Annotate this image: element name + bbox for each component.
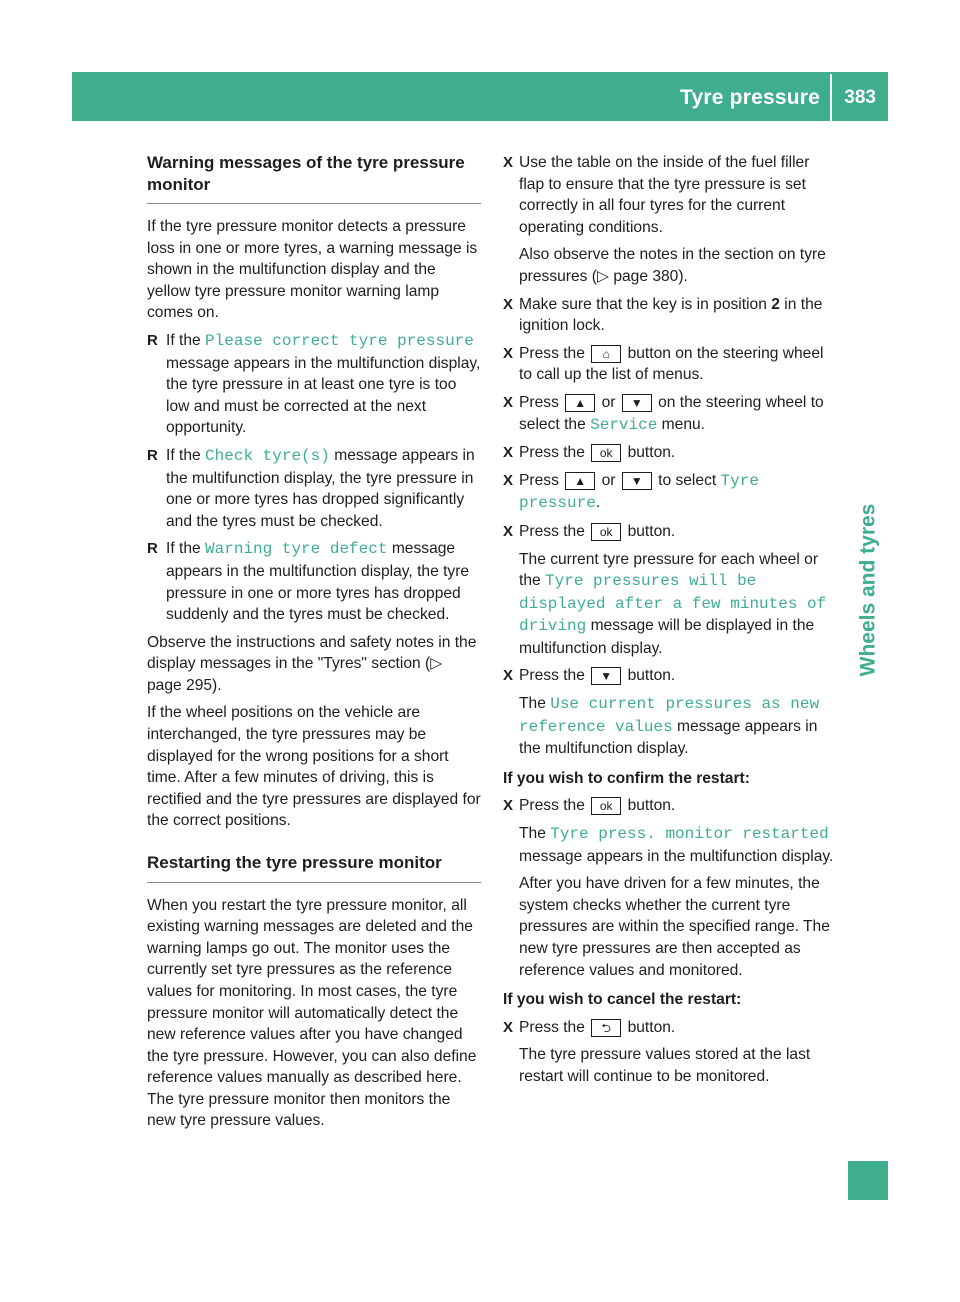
step-marker: X xyxy=(503,1018,514,1036)
header-bar xyxy=(72,72,888,121)
confirm-heading: If you wish to confirm the restart: xyxy=(503,769,750,787)
header-separator xyxy=(830,74,832,121)
display-message: Please correct tyre pressure xyxy=(205,331,474,350)
up-button-icon: ▲ xyxy=(565,394,595,412)
step-item: X Use the table on the inside of the fuel filler flap to ensure that the tyre pressure is set correctly in all four tyres for the current operating conditions. Also observe the notes in the section on tyre pressures (▷ page 380). xyxy=(503,152,835,288)
bullet-marker: R xyxy=(147,540,158,558)
display-message: Warning tyre defect xyxy=(205,540,388,559)
step-marker: X xyxy=(503,344,514,362)
bullet-marker: R xyxy=(147,446,158,464)
bullet-item: R If the Warning tyre defect message appears in the multifunction display, the tyre pressure in one or more tyres has dropped suddenly and the tyres must be checked. xyxy=(147,540,470,624)
step-marker: X xyxy=(503,522,514,540)
step-marker: X xyxy=(503,393,514,411)
ok-button-icon: ok xyxy=(591,444,621,462)
display-message: Tyre pressure xyxy=(519,471,759,513)
section-heading-warning: Warning messages of the tyre pressure monitor xyxy=(147,153,465,194)
home-button-icon: ⌂ xyxy=(591,345,621,363)
bullet-item: R If the Please correct tyre pressure message appears in the multifunction display, the tyre pressure in at least one tyre is too low and must be corrected at the next opportunity. xyxy=(147,331,481,437)
bullet-item: R If the Check tyre(s) message appears in the multifunction display, the tyre pressure in one or more tyres has dropped significantly and the tyres must be checked. xyxy=(147,446,475,530)
display-message: Check tyre(s) xyxy=(205,446,330,465)
up-button-icon: ▲ xyxy=(565,472,595,490)
display-message: Use current pressures as new reference values xyxy=(519,695,820,736)
display-message: Tyre pressures will be displayed after a few minutes of driving xyxy=(519,572,827,636)
page-number: 383 xyxy=(844,87,876,108)
side-tab xyxy=(848,503,888,677)
step-item: X Press the ok button. xyxy=(503,442,835,464)
step-item: X Press the ⮌ button. The tyre pressure values stored at the last restart will continue to be monitored. xyxy=(503,1018,811,1085)
step-marker: X xyxy=(503,295,514,313)
page-reference[interactable]: (▷ page 295). xyxy=(147,655,443,694)
step-marker: X xyxy=(503,667,514,685)
step-marker: X xyxy=(503,444,514,462)
cancel-heading: If you wish to cancel the restart: xyxy=(503,991,742,1009)
page-reference: Also observe the notes in the section on tyre pressures (▷ page 380). xyxy=(519,246,826,285)
ok-button-icon: ok xyxy=(591,523,621,541)
down-button-icon: ▼ xyxy=(591,667,621,685)
display-message: Service xyxy=(590,415,658,434)
bullet-marker: R xyxy=(147,331,158,349)
section-heading-restart: Restarting the tyre pressure monitor xyxy=(147,853,442,873)
step-item: X Press the ok button. The Tyre press. monitor restarted message appears in the multifunction display. After you have driven for a few minutes, the system checks whether the current tyre pressures are within the specified range. The new tyre pressures are then accepted as reference values and monitored. xyxy=(503,797,834,979)
interchange-paragraph: If the wheel positions on the vehicle are interchanged, the tyre pressures may be displayed for the wrong positions for a short time. After a few minutes of driving, this is rectified and the tyre pressures are displayed for the correct positions. xyxy=(147,704,481,830)
step-item: X Press the ▼ button. The Use current pressures as new reference values message appears in the multifunction display. xyxy=(503,667,820,758)
step-item: X Press the ok button. The current tyre pressure for each wheel or the Tyre pressures will be displayed after a few minutes of driving message will be displayed in the multifunction display. xyxy=(503,522,827,657)
display-message: Tyre press. monitor restarted xyxy=(550,825,829,844)
step-marker: X xyxy=(503,154,514,171)
side-tab-label: Wheels and tyres xyxy=(856,503,880,677)
left-column xyxy=(147,152,481,1138)
intro-paragraph: If the tyre pressure monitor detects a pressure loss in one or more tyres, a warning message is shown in the multifunction display and the yellow tyre pressure monitor warning lamp comes on. xyxy=(147,218,478,322)
step-item: X Press ▲ or ▼ on the steering wheel to select the Service menu. xyxy=(503,393,824,434)
side-marker xyxy=(848,1161,888,1200)
step-item: X Press ▲ or ▼ to select Tyre pressure. xyxy=(503,471,759,513)
heading-rule xyxy=(147,882,481,883)
ok-button-icon: ok xyxy=(591,797,621,815)
observe-paragraph: Observe the instructions and safety notes in the display messages in the "Tyres" section (▷ page 295). xyxy=(147,633,477,694)
step-marker: X xyxy=(503,471,514,489)
step-item: X Make sure that the key is in position 2 in the ignition lock. xyxy=(503,295,823,335)
step-marker: X xyxy=(503,797,514,815)
heading-rule xyxy=(147,203,481,204)
right-column xyxy=(503,152,835,1094)
page-title: Tyre pressure xyxy=(680,86,820,109)
restart-paragraph: When you restart the tyre pressure monitor, all existing warning messages are deleted and the warning lamps go out. The monitor uses the currently set tyre pressures as the reference values for monitoring. In most cases, the tyre pressure monitor will automatically detect the new reference values after you have changed the tyre pressure. However, you can also define reference values manually as described here. The tyre pressure monitor then monitors the new tyre pressure values. xyxy=(147,896,477,1130)
down-button-icon: ▼ xyxy=(622,472,652,490)
step-item: X Press the ⌂ button on the steering wheel to call up the list of menus. xyxy=(503,344,824,384)
back-button-icon: ⮌ xyxy=(591,1019,621,1037)
down-button-icon: ▼ xyxy=(622,394,652,412)
